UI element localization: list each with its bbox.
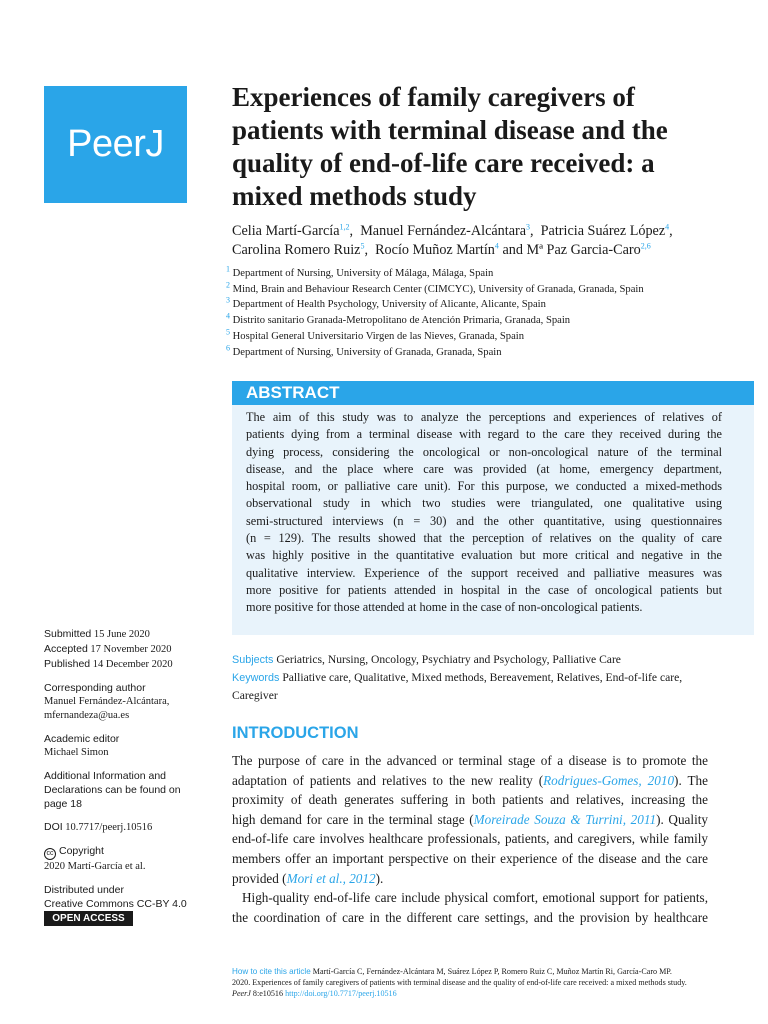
affiliation-number: 4	[226, 311, 230, 321]
dates-block	[44, 627, 214, 672]
intro-line: High-quality end-of-life care include physical comfort, emotional support for patients,	[242, 890, 708, 906]
intro-line: members offer an important perspective on their experience of the disease and the care	[232, 850, 708, 866]
abstract-body	[246, 409, 722, 617]
submitted-date: 15 June 2020	[93, 629, 150, 640]
intro-line	[232, 810, 708, 830]
affiliation-text: Hospital General Universitario Virgen de las Nieves, Granada, Spain	[232, 330, 525, 342]
author-name[interactable]: Patricia Suárez López	[540, 223, 666, 239]
citation-link[interactable]: Moreirade Souza & Turrini, 2011	[473, 811, 657, 827]
doi-label: DOI	[44, 821, 63, 833]
affiliation-text: Department of Health Psychology, University of Alicante, Alicante, Spain	[232, 299, 546, 311]
affiliation-text: Distrito sanitario Granada-Metropolitano de Atención Primaria, Granada, Spain	[232, 315, 571, 327]
affiliation-text: Department of Nursing, University of Málaga, Málaga, Spain	[232, 268, 494, 279]
affiliation-item	[226, 266, 746, 282]
accepted-date: 17 November 2020	[90, 644, 172, 655]
author-name[interactable]: Carolina Romero Ruiz	[232, 242, 361, 258]
corresponding-author-name: Manuel Fernández-Alcántara,	[44, 696, 170, 707]
affiliation-number: 2	[226, 280, 230, 290]
citation-authors: Martí-García C, Fernández-Alcántara M, Suárez López P, Romero Ruiz C, Muñoz Martín Ri, García-Caro MP.	[312, 967, 672, 976]
intro-text-segment: provided (	[232, 870, 287, 886]
affiliation-item	[226, 342, 746, 361]
title-line: Experiences of family caregivers of	[232, 82, 635, 112]
author-affil-sup: 5	[360, 241, 365, 251]
corresponding-author-label: Corresponding author	[44, 682, 146, 694]
keywords-label: Keywords	[232, 672, 280, 684]
abstract-line: more positive for those attended at home in the case of non-oncological patients.	[246, 600, 643, 615]
intro-text-segment: ). Quality	[656, 811, 708, 827]
introduction-heading: INTRODUCTION	[232, 724, 359, 742]
abstract-line: dying process, considering the oncological or non-oncological nature of the terminal	[246, 444, 722, 459]
submitted-label: Submitted	[44, 628, 92, 640]
subjects-line	[232, 651, 752, 669]
citation-link[interactable]: Rodrigues-Gomes, 2010	[543, 772, 675, 788]
abstract-heading: ABSTRACT	[232, 381, 754, 405]
affiliation-text: Department of Nursing, University of Granada, Granada, Spain	[232, 346, 502, 358]
author-affil-sup: 4	[494, 241, 499, 251]
keywords-text: Palliative care, Qualitative, Mixed methods, Bereavement, Relatives, End-of-life care,	[282, 671, 683, 684]
additional-info-line: page 18	[44, 798, 82, 810]
author-list: Celia Martí-García$^{1,2}$, Manuel Fernández-Alcántara$^3$, Patricia Suárez López$^4$, Carolina Romero Ruiz$^5$, Rocío Muñoz Martín$^4$ and Mª Paz Garcia-Caro$^{2,6}$	[232, 222, 673, 258]
intro-line: proximity of death generates suffering in both patients and relatives, increasing the	[232, 792, 708, 808]
author-affil-sup: 1,2	[339, 222, 350, 232]
article-sidebar	[44, 627, 214, 920]
citation-doi-link[interactable]: http://doi.org/10.7717/peerj.10516	[285, 989, 397, 998]
abstract-line: semi-structured interviews (n = 30) and the other quantitative, using questionnaires	[246, 513, 722, 528]
license-link[interactable]: Creative Commons CC-BY 4.0	[44, 898, 187, 910]
intro-line: The purpose of care in the advanced or terminal stage of a disease is to promote the	[232, 753, 708, 768]
title-line: patients with terminal disease and the	[232, 115, 668, 145]
abstract-line: disease, and the place where care was provided (at home, emergency department,	[246, 461, 722, 476]
affiliation-list	[226, 266, 746, 360]
peerj-logo	[44, 86, 187, 203]
intro-text-segment: high demand for care in the terminal stage (	[232, 811, 474, 827]
citation-volume: 8:e10516	[252, 989, 284, 998]
corresponding-author-email[interactable]: mfernandeza@ua.es	[44, 710, 130, 721]
abstract-line: (n = 129). The results showed that the perception of relatives on the quality of care	[246, 531, 722, 546]
keywords-line	[232, 669, 752, 687]
keywords-line-2: Caregiver	[232, 689, 278, 702]
intro-text-segment: adaptation of patients and relatives to the new reality (	[232, 772, 544, 788]
additional-info-line: Additional Information and	[44, 770, 166, 782]
copyright-holder: 2020 Martí-García et al.	[44, 861, 146, 872]
open-access-badge: OPEN ACCESS	[44, 911, 133, 926]
affiliation-number: 3	[226, 295, 230, 305]
abstract-line: more positive for patients attended in hospital in the case of oncological patients but	[246, 582, 722, 597]
additional-info-block[interactable]	[44, 769, 214, 811]
intro-line	[232, 869, 708, 889]
academic-editor-name: Michael Simon	[44, 747, 109, 758]
abstract-line: was highly positive in the quantitative evaluation but more critical and negative in the	[246, 548, 722, 563]
intro-line: end-of-life care involves healthcare professionals, patients, and caregivers, while family	[232, 831, 708, 847]
subjects-label: Subjects	[232, 654, 274, 666]
citation-footer	[232, 966, 732, 999]
author-affil-sup: 4	[665, 222, 670, 232]
doi-link[interactable]: 10.7717/peerj.10516	[65, 822, 153, 833]
citation-link[interactable]: Mori et al., 2012	[286, 870, 376, 886]
accepted-label: Accepted	[44, 643, 88, 655]
intro-line	[232, 771, 708, 791]
academic-editor-label: Academic editor	[44, 733, 120, 745]
abstract-line: The aim of this study was to analyze the perceptions and experiences of relatives of	[246, 410, 722, 424]
affiliation-text: Mind, Brain and Behaviour Research Center (CIMCYC), University of Granada, Granada, Spain	[232, 283, 644, 295]
title-line: mixed methods study	[232, 181, 477, 211]
affiliation-number: 5	[226, 327, 230, 337]
abstract-line: patients dying from a terminal disease with regard to the care they received during the	[246, 427, 722, 442]
affiliation-number: 6	[226, 342, 230, 352]
author-name[interactable]: Manuel Fernández-Alcántara	[360, 223, 527, 239]
academic-editor-block	[44, 732, 214, 760]
intro-text-segment: ). The	[674, 772, 709, 788]
license-block	[44, 883, 214, 911]
author-affil-sup: 3	[526, 222, 531, 232]
published-date: 14 December 2020	[92, 659, 173, 670]
logo-text: PeerJ	[67, 123, 164, 165]
author-name[interactable]: Rocío Muñoz Martín	[375, 242, 495, 258]
affiliation-item	[226, 282, 746, 298]
copyright-block	[44, 844, 214, 874]
affiliation-item	[226, 313, 746, 329]
title-line: quality of end-of-life care received: a	[232, 148, 655, 178]
article-title	[232, 81, 712, 213]
copyright-label: Copyright	[59, 845, 104, 857]
abstract-line: hospital room, or palliative care unit). For this purpose, we conducted a mixed-methods	[246, 479, 722, 494]
author-name[interactable]: Mª Paz Garcia-Caro	[526, 242, 641, 258]
introduction-body	[232, 751, 708, 927]
author-name[interactable]: Celia Martí-García	[232, 223, 340, 239]
subjects-keywords	[232, 651, 752, 704]
abstract-line: qualitative interview. Experience of the support received and palliative measures was	[246, 565, 722, 580]
author-conjunction: and	[502, 242, 523, 258]
copyright-cc-icon: cc	[44, 848, 56, 860]
how-to-cite-label: How to cite this article	[232, 967, 311, 976]
citation-journal: PeerJ	[232, 989, 251, 998]
intro-text-segment: ).	[375, 870, 384, 886]
doi-block	[44, 820, 214, 835]
intro-line: the coordination of care in the different care settings, and the provision by healthcare	[232, 909, 708, 925]
subjects-text[interactable]: Geriatrics, Nursing, Oncology, Psychiatry and Psychology, Palliative Care	[276, 653, 621, 666]
license-line: Distributed under	[44, 884, 124, 896]
corresponding-author-block	[44, 681, 214, 723]
affiliation-number: 1	[226, 264, 230, 274]
citation-title: 2020. Experiences of family caregivers of patients with terminal disease and the quality of end-of-life care received: a mixed methods study.	[232, 978, 687, 987]
published-label: Published	[44, 658, 91, 670]
author-affil-sup: 2,6	[640, 241, 651, 251]
affiliation-item	[226, 329, 746, 345]
affiliation-item	[226, 297, 746, 313]
additional-info-line: Declarations can be found on	[44, 784, 181, 796]
abstract-line: observational study in which two studies were triangulated, one qualitative using	[246, 496, 722, 511]
